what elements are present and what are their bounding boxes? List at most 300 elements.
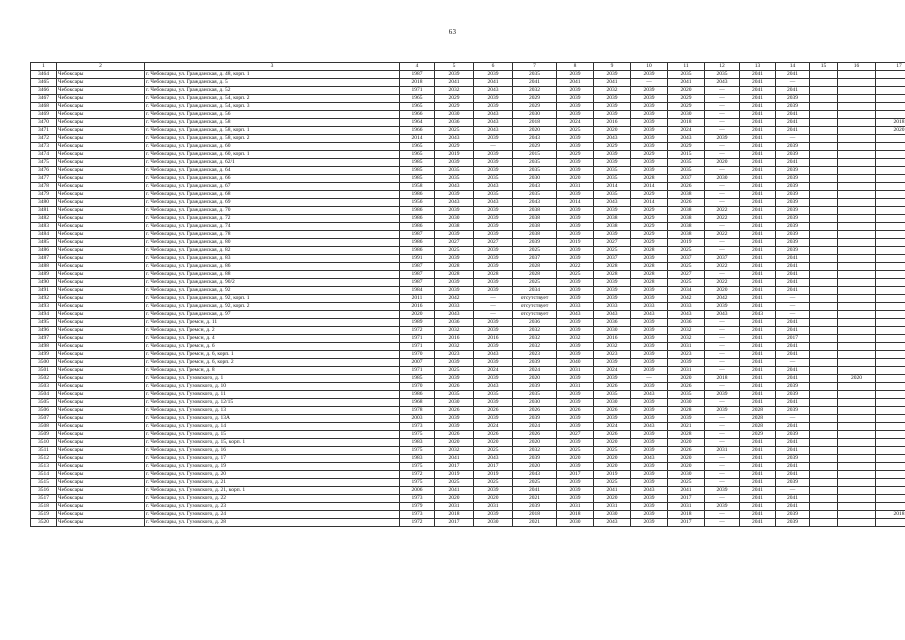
cell-row-number: 3499 bbox=[31, 351, 57, 359]
table-row bbox=[31, 391, 905, 399]
cell-col-9: 2039 bbox=[594, 359, 631, 367]
cell-col-17 bbox=[876, 311, 905, 319]
cell-col-7: 2035 bbox=[513, 167, 557, 175]
cell-col-9: 2039 bbox=[594, 279, 631, 287]
cell-col-13: 2041 bbox=[740, 111, 776, 119]
cell-col-7: 2039 bbox=[513, 455, 557, 463]
table-body bbox=[31, 71, 905, 527]
cell-col-5: 2036 bbox=[435, 119, 474, 127]
cell-col-14: 2039 bbox=[776, 391, 810, 399]
cell-row-number: 3517 bbox=[31, 495, 57, 503]
table-row bbox=[31, 287, 905, 295]
cell-col-17 bbox=[876, 263, 905, 271]
cell-col-13: 2029 bbox=[740, 431, 776, 439]
cell-col-6: 2039 bbox=[474, 287, 513, 295]
column-header-6: 6 bbox=[474, 63, 513, 71]
cell-col-14: 2039 bbox=[776, 455, 810, 463]
cell-col-9: 2037 bbox=[594, 255, 631, 263]
cell-settlement: Чебоксары bbox=[57, 271, 145, 279]
cell-col-16 bbox=[838, 519, 876, 527]
cell-col-14: 2041 bbox=[776, 271, 810, 279]
cell-col-15 bbox=[810, 471, 838, 479]
cell-col-12: 2039 bbox=[705, 487, 740, 495]
cell-settlement: Чебоксары bbox=[57, 407, 145, 415]
cell-col-17 bbox=[876, 71, 905, 79]
cell-col-11: 2038 bbox=[668, 191, 705, 199]
cell-settlement: Чебоксары bbox=[57, 303, 145, 311]
cell-build-year: 1966 bbox=[400, 111, 435, 119]
cell-col-16 bbox=[838, 447, 876, 455]
cell-col-5: 2030 bbox=[435, 215, 474, 223]
cell-settlement: Чебоксары bbox=[57, 103, 145, 111]
cell-col-12: — bbox=[705, 119, 740, 127]
table-row bbox=[31, 127, 905, 135]
cell-col-11: 2015 bbox=[668, 151, 705, 159]
cell-col-9: 2020 bbox=[594, 127, 631, 135]
cell-build-year: 1987 bbox=[400, 263, 435, 271]
cell-col-17 bbox=[876, 207, 905, 215]
cell-col-5: 2035 bbox=[435, 175, 474, 183]
cell-col-10: 2039 bbox=[631, 407, 668, 415]
cell-col-16 bbox=[838, 431, 876, 439]
cell-col-10: 2039 bbox=[631, 359, 668, 367]
cell-col-7: 2039 bbox=[513, 503, 557, 511]
cell-col-13: 2041 bbox=[740, 175, 776, 183]
cell-col-9: 2043 bbox=[594, 135, 631, 143]
cell-col-17 bbox=[876, 351, 905, 359]
cell-col-10: 2028 bbox=[631, 175, 668, 183]
cell-col-11: 2030 bbox=[668, 471, 705, 479]
cell-col-16 bbox=[838, 207, 876, 215]
cell-col-8: 2039 bbox=[557, 439, 594, 447]
cell-col-5: 2039 bbox=[435, 231, 474, 239]
cell-col-16 bbox=[838, 415, 876, 423]
cell-col-16 bbox=[838, 295, 876, 303]
cell-col-9: 2039 bbox=[594, 375, 631, 383]
cell-col-14: 2039 bbox=[776, 175, 810, 183]
cell-col-14: 2041 bbox=[776, 319, 810, 327]
cell-col-16 bbox=[838, 247, 876, 255]
cell-settlement: Чебоксары bbox=[57, 175, 145, 183]
column-header-5: 5 bbox=[435, 63, 474, 71]
cell-col-14: 2041 bbox=[776, 495, 810, 503]
table-row bbox=[31, 479, 905, 487]
table-row bbox=[31, 487, 905, 495]
cell-col-10: 2039 bbox=[631, 335, 668, 343]
cell-col-5: 2039 bbox=[435, 375, 474, 383]
cell-build-year: 1966 bbox=[400, 127, 435, 135]
cell-col-8: 2039 bbox=[557, 487, 594, 495]
cell-settlement: Чебоксары bbox=[57, 223, 145, 231]
cell-col-7: 2025 bbox=[513, 247, 557, 255]
cell-col-6: 2039 bbox=[474, 359, 513, 367]
cell-col-6: 2024 bbox=[474, 423, 513, 431]
cell-col-6: 2043 bbox=[474, 87, 513, 95]
cell-address: г. Чебоксары, ул. Гражданская, д. 68 bbox=[145, 191, 400, 199]
cell-col-9: 2039 bbox=[594, 207, 631, 215]
cell-col-9: 2039 bbox=[594, 95, 631, 103]
cell-col-8: 2031 bbox=[557, 383, 594, 391]
cell-col-16 bbox=[838, 367, 876, 375]
cell-col-10: 2039 bbox=[631, 415, 668, 423]
cell-col-14: 2039 bbox=[776, 223, 810, 231]
cell-col-12: 2039 bbox=[705, 503, 740, 511]
cell-col-5: 2036 bbox=[435, 319, 474, 327]
cell-col-15 bbox=[810, 111, 838, 119]
cell-col-7: 2038 bbox=[513, 223, 557, 231]
cell-col-13: 2041 bbox=[740, 383, 776, 391]
table-row bbox=[31, 503, 905, 511]
cell-build-year: 1964 bbox=[400, 119, 435, 127]
cell-col-17 bbox=[876, 87, 905, 95]
cell-col-5: 2039 bbox=[435, 71, 474, 79]
cell-col-10: 2039 bbox=[631, 167, 668, 175]
cell-col-6: 2039 bbox=[474, 103, 513, 111]
cell-col-13: 2041 bbox=[740, 519, 776, 527]
cell-col-11: 2042 bbox=[668, 295, 705, 303]
cell-col-7: 2030 bbox=[513, 111, 557, 119]
cell-col-6: 2025 bbox=[474, 447, 513, 455]
cell-col-14: 2039 bbox=[776, 151, 810, 159]
cell-settlement: Чебоксары bbox=[57, 503, 145, 511]
cell-col-17 bbox=[876, 223, 905, 231]
cell-col-9: 2020 bbox=[594, 455, 631, 463]
cell-col-6: 2039 bbox=[474, 247, 513, 255]
cell-col-14: 2041 bbox=[776, 399, 810, 407]
cell-col-12: — bbox=[705, 239, 740, 247]
cell-settlement: Чебоксары bbox=[57, 343, 145, 351]
cell-col-16 bbox=[838, 503, 876, 511]
cell-settlement: Чебоксары bbox=[57, 183, 145, 191]
cell-col-8: 2039 bbox=[557, 135, 594, 143]
cell-col-15 bbox=[810, 119, 838, 127]
cell-col-16 bbox=[838, 343, 876, 351]
cell-address: г. Чебоксары, ул. Гузовского, д. 21 bbox=[145, 479, 400, 487]
cell-build-year: 2011 bbox=[400, 295, 435, 303]
cell-col-14: — bbox=[776, 415, 810, 423]
cell-settlement: Чебоксары bbox=[57, 135, 145, 143]
cell-build-year: 1986 bbox=[400, 223, 435, 231]
cell-settlement: Чебоксары bbox=[57, 191, 145, 199]
cell-col-7: 2038 bbox=[513, 207, 557, 215]
cell-col-11: 2034 bbox=[668, 287, 705, 295]
column-header-9: 9 bbox=[594, 63, 631, 71]
cell-col-5: 2041 bbox=[435, 79, 474, 87]
cell-col-12: 2031 bbox=[705, 447, 740, 455]
cell-col-14: 2039 bbox=[776, 207, 810, 215]
cell-address: г. Чебоксары, ул. Гражданская, д. 70 bbox=[145, 207, 400, 215]
cell-address: г. Чебоксары, ул. Гражданская, д. 69 bbox=[145, 199, 400, 207]
cell-col-6: 2039 bbox=[474, 263, 513, 271]
cell-col-14: 2041 bbox=[776, 263, 810, 271]
cell-col-14: 2039 bbox=[776, 191, 810, 199]
cell-col-7: 2021 bbox=[513, 495, 557, 503]
cell-col-11: 2025 bbox=[668, 479, 705, 487]
cell-col-13: 2041 bbox=[740, 335, 776, 343]
cell-col-11: 2029 bbox=[668, 103, 705, 111]
cell-col-5: 2025 bbox=[435, 247, 474, 255]
cell-build-year: 1984 bbox=[400, 287, 435, 295]
cell-col-16 bbox=[838, 319, 876, 327]
cell-settlement: Чебоксары bbox=[57, 231, 145, 239]
cell-col-8: 2041 bbox=[557, 79, 594, 87]
cell-col-11: 2035 bbox=[668, 159, 705, 167]
cell-col-16 bbox=[838, 223, 876, 231]
cell-build-year: 1965 bbox=[400, 95, 435, 103]
cell-col-15 bbox=[810, 359, 838, 367]
cell-col-13: 2041 bbox=[740, 239, 776, 247]
cell-build-year: 1970 bbox=[400, 351, 435, 359]
cell-col-13: 2028 bbox=[740, 415, 776, 423]
cell-col-9: 2032 bbox=[594, 87, 631, 95]
cell-col-5: 2031 bbox=[435, 503, 474, 511]
cell-col-17 bbox=[876, 327, 905, 335]
cell-col-6: 2039 bbox=[474, 159, 513, 167]
cell-col-16 bbox=[838, 71, 876, 79]
table-row bbox=[31, 447, 905, 455]
cell-col-17 bbox=[876, 199, 905, 207]
cell-col-13: 2041 bbox=[740, 263, 776, 271]
cell-col-11: 2026 bbox=[668, 383, 705, 391]
cell-col-8: 2031 bbox=[557, 183, 594, 191]
cell-col-12: 2039 bbox=[705, 303, 740, 311]
cell-col-6: 2039 bbox=[474, 375, 513, 383]
cell-row-number: 3495 bbox=[31, 319, 57, 327]
cell-col-7: 2021 bbox=[513, 519, 557, 527]
cell-col-14: 2041 bbox=[776, 279, 810, 287]
cell-col-11: 2025 bbox=[668, 263, 705, 271]
cell-address: г. Чебоксары, ул. Гузовского, д. 28 bbox=[145, 519, 400, 527]
cell-col-14: 2041 bbox=[776, 119, 810, 127]
cell-col-13: 2041 bbox=[740, 151, 776, 159]
column-header-12: 12 bbox=[705, 63, 740, 71]
cell-col-16 bbox=[838, 279, 876, 287]
cell-col-7: 2043 bbox=[513, 471, 557, 479]
cell-col-13: 2041 bbox=[740, 207, 776, 215]
cell-col-10: 2029 bbox=[631, 191, 668, 199]
cell-settlement: Чебоксары bbox=[57, 327, 145, 335]
cell-build-year: 1986 bbox=[400, 239, 435, 247]
cell-col-5: 2032 bbox=[435, 87, 474, 95]
cell-settlement: Чебоксары bbox=[57, 207, 145, 215]
cell-col-8: 2039 bbox=[557, 351, 594, 359]
cell-col-6: 2043 bbox=[474, 183, 513, 191]
cell-settlement: Чебоксары bbox=[57, 111, 145, 119]
cell-col-10: 2039 bbox=[631, 327, 668, 335]
cell-col-10: 2039 bbox=[631, 399, 668, 407]
table-row bbox=[31, 303, 905, 311]
cell-col-11: 2039 bbox=[668, 415, 705, 423]
cell-col-11: 2020 bbox=[668, 463, 705, 471]
cell-col-9: 2038 bbox=[594, 223, 631, 231]
cell-col-13: 2041 bbox=[740, 215, 776, 223]
cell-row-number: 3479 bbox=[31, 191, 57, 199]
cell-row-number: 3500 bbox=[31, 359, 57, 367]
cell-row-number: 3472 bbox=[31, 135, 57, 143]
cell-col-9: 2023 bbox=[594, 351, 631, 359]
cell-col-16 bbox=[838, 303, 876, 311]
cell-col-9: 2031 bbox=[594, 503, 631, 511]
cell-col-7: 2035 bbox=[513, 391, 557, 399]
cell-col-15 bbox=[810, 399, 838, 407]
cell-col-17 bbox=[876, 279, 905, 287]
cell-col-11: 2032 bbox=[668, 327, 705, 335]
cell-build-year: 1956 bbox=[400, 199, 435, 207]
cell-col-12: 2037 bbox=[705, 255, 740, 263]
cell-col-15 bbox=[810, 135, 838, 143]
cell-col-9: 2020 bbox=[594, 439, 631, 447]
cell-col-12: — bbox=[705, 431, 740, 439]
cell-col-8: 2040 bbox=[557, 359, 594, 367]
cell-address: г. Чебоксары, ул. Гузовского, д. 19 bbox=[145, 463, 400, 471]
cell-col-10: 2039 bbox=[631, 159, 668, 167]
cell-col-14: 2041 bbox=[776, 127, 810, 135]
cell-col-8: 2030 bbox=[557, 519, 594, 527]
cell-col-5: 2043 bbox=[435, 183, 474, 191]
cell-col-12: 2043 bbox=[705, 79, 740, 87]
cell-row-number: 3485 bbox=[31, 239, 57, 247]
cell-col-5: 2039 bbox=[435, 359, 474, 367]
cell-row-number: 3510 bbox=[31, 439, 57, 447]
cell-col-11: 2038 bbox=[668, 215, 705, 223]
cell-col-10: 2033 bbox=[631, 303, 668, 311]
cell-col-11: 2020 bbox=[668, 455, 705, 463]
cell-col-12: — bbox=[705, 199, 740, 207]
table-row bbox=[31, 111, 905, 119]
cell-col-8: 2026 bbox=[557, 407, 594, 415]
cell-col-10: 2029 bbox=[631, 239, 668, 247]
cell-row-number: 3465 bbox=[31, 79, 57, 87]
table-row bbox=[31, 207, 905, 215]
cell-settlement: Чебоксары bbox=[57, 487, 145, 495]
cell-col-7: 2029 bbox=[513, 143, 557, 151]
cell-col-5: 2020 bbox=[435, 439, 474, 447]
cell-row-number: 3515 bbox=[31, 479, 57, 487]
cell-col-5: 2023 bbox=[435, 351, 474, 359]
cell-col-12: 2035 bbox=[705, 71, 740, 79]
cell-build-year: 1986 bbox=[400, 247, 435, 255]
cell-col-7: 2034 bbox=[513, 287, 557, 295]
cell-col-6: 2039 bbox=[474, 71, 513, 79]
cell-col-14: — bbox=[776, 311, 810, 319]
cell-col-13: 2041 bbox=[740, 303, 776, 311]
cell-col-13: 2041 bbox=[740, 143, 776, 151]
cell-col-11: 2025 bbox=[668, 279, 705, 287]
cell-col-6: 2039 bbox=[474, 215, 513, 223]
cell-col-14: 2039 bbox=[776, 247, 810, 255]
cell-col-12: 2022 bbox=[705, 279, 740, 287]
cell-col-16 bbox=[838, 151, 876, 159]
cell-col-6: 2043 bbox=[474, 455, 513, 463]
cell-col-7: 2039 bbox=[513, 383, 557, 391]
cell-col-11: 2036 bbox=[668, 319, 705, 327]
cell-col-7: 2025 bbox=[513, 479, 557, 487]
table-row bbox=[31, 175, 905, 183]
cell-col-16 bbox=[838, 351, 876, 359]
cell-col-11: 2020 bbox=[668, 439, 705, 447]
cell-build-year: 2020 bbox=[400, 311, 435, 319]
cell-col-13: 2041 bbox=[740, 479, 776, 487]
cell-col-15 bbox=[810, 183, 838, 191]
cell-col-11: 2043 bbox=[668, 135, 705, 143]
cell-col-9: 2039 bbox=[594, 159, 631, 167]
cell-col-10: 2039 bbox=[631, 287, 668, 295]
table-row bbox=[31, 439, 905, 447]
cell-build-year: 1986 bbox=[400, 191, 435, 199]
cell-col-5: 2026 bbox=[435, 431, 474, 439]
cell-col-8: 2020 bbox=[557, 455, 594, 463]
cell-col-17 bbox=[876, 239, 905, 247]
cell-col-9: 2035 bbox=[594, 175, 631, 183]
cell-address: г. Чебоксары, ул. Гремсн, д. 2 bbox=[145, 327, 400, 335]
cell-col-7: отсутствует bbox=[513, 295, 557, 303]
cell-col-8: 2039 bbox=[557, 159, 594, 167]
cell-col-6: 2039 bbox=[474, 319, 513, 327]
cell-col-7: 2035 bbox=[513, 159, 557, 167]
cell-col-16 bbox=[838, 263, 876, 271]
cell-col-6: 2043 bbox=[474, 199, 513, 207]
cell-col-16 bbox=[838, 143, 876, 151]
cell-address: г. Чебоксары, ул. Гражданская, д. 56 bbox=[145, 111, 400, 119]
cell-settlement: Чебоксары bbox=[57, 159, 145, 167]
table-row bbox=[31, 367, 905, 375]
cell-col-13: 2041 bbox=[740, 375, 776, 383]
table-row bbox=[31, 223, 905, 231]
cell-col-7: 2032 bbox=[513, 447, 557, 455]
cell-col-12: — bbox=[705, 463, 740, 471]
cell-address: г. Чебоксары, ул. Гузовского, д. 11 bbox=[145, 391, 400, 399]
table-row bbox=[31, 103, 905, 111]
table-row bbox=[31, 167, 905, 175]
cell-col-11: 2019 bbox=[668, 239, 705, 247]
cell-col-7: 2036 bbox=[513, 319, 557, 327]
cell-col-13: 2041 bbox=[740, 295, 776, 303]
cell-col-8: 2025 bbox=[557, 271, 594, 279]
cell-row-number: 3508 bbox=[31, 423, 57, 431]
page-number: 63 bbox=[448, 28, 457, 36]
cell-col-16 bbox=[838, 167, 876, 175]
cell-col-8: 2039 bbox=[557, 191, 594, 199]
cell-col-16 bbox=[838, 287, 876, 295]
cell-col-9: 2024 bbox=[594, 367, 631, 375]
cell-col-14: 2041 bbox=[776, 471, 810, 479]
cell-col-9: 2030 bbox=[594, 327, 631, 335]
cell-col-11: 2030 bbox=[668, 111, 705, 119]
cell-col-14: 2039 bbox=[776, 431, 810, 439]
cell-col-17 bbox=[876, 175, 905, 183]
cell-col-16 bbox=[838, 455, 876, 463]
cell-col-15 bbox=[810, 343, 838, 351]
cell-col-16 bbox=[838, 79, 876, 87]
cell-col-6: 2043 bbox=[474, 127, 513, 135]
cell-col-10: 2029 bbox=[631, 207, 668, 215]
cell-col-7: 2030 bbox=[513, 399, 557, 407]
cell-row-number: 3504 bbox=[31, 391, 57, 399]
cell-col-10: 2039 bbox=[631, 383, 668, 391]
cell-col-17 bbox=[876, 463, 905, 471]
cell-settlement: Чебоксары bbox=[57, 351, 145, 359]
cell-col-14: 2041 bbox=[776, 343, 810, 351]
cell-col-12: — bbox=[705, 439, 740, 447]
cell-row-number: 3516 bbox=[31, 487, 57, 495]
cell-col-5: 2029 bbox=[435, 95, 474, 103]
cell-col-8: 2039 bbox=[557, 463, 594, 471]
cell-row-number: 3511 bbox=[31, 447, 57, 455]
cell-col-17 bbox=[876, 455, 905, 463]
cell-col-5: 2029 bbox=[435, 143, 474, 151]
table-row bbox=[31, 383, 905, 391]
cell-col-12: — bbox=[705, 383, 740, 391]
